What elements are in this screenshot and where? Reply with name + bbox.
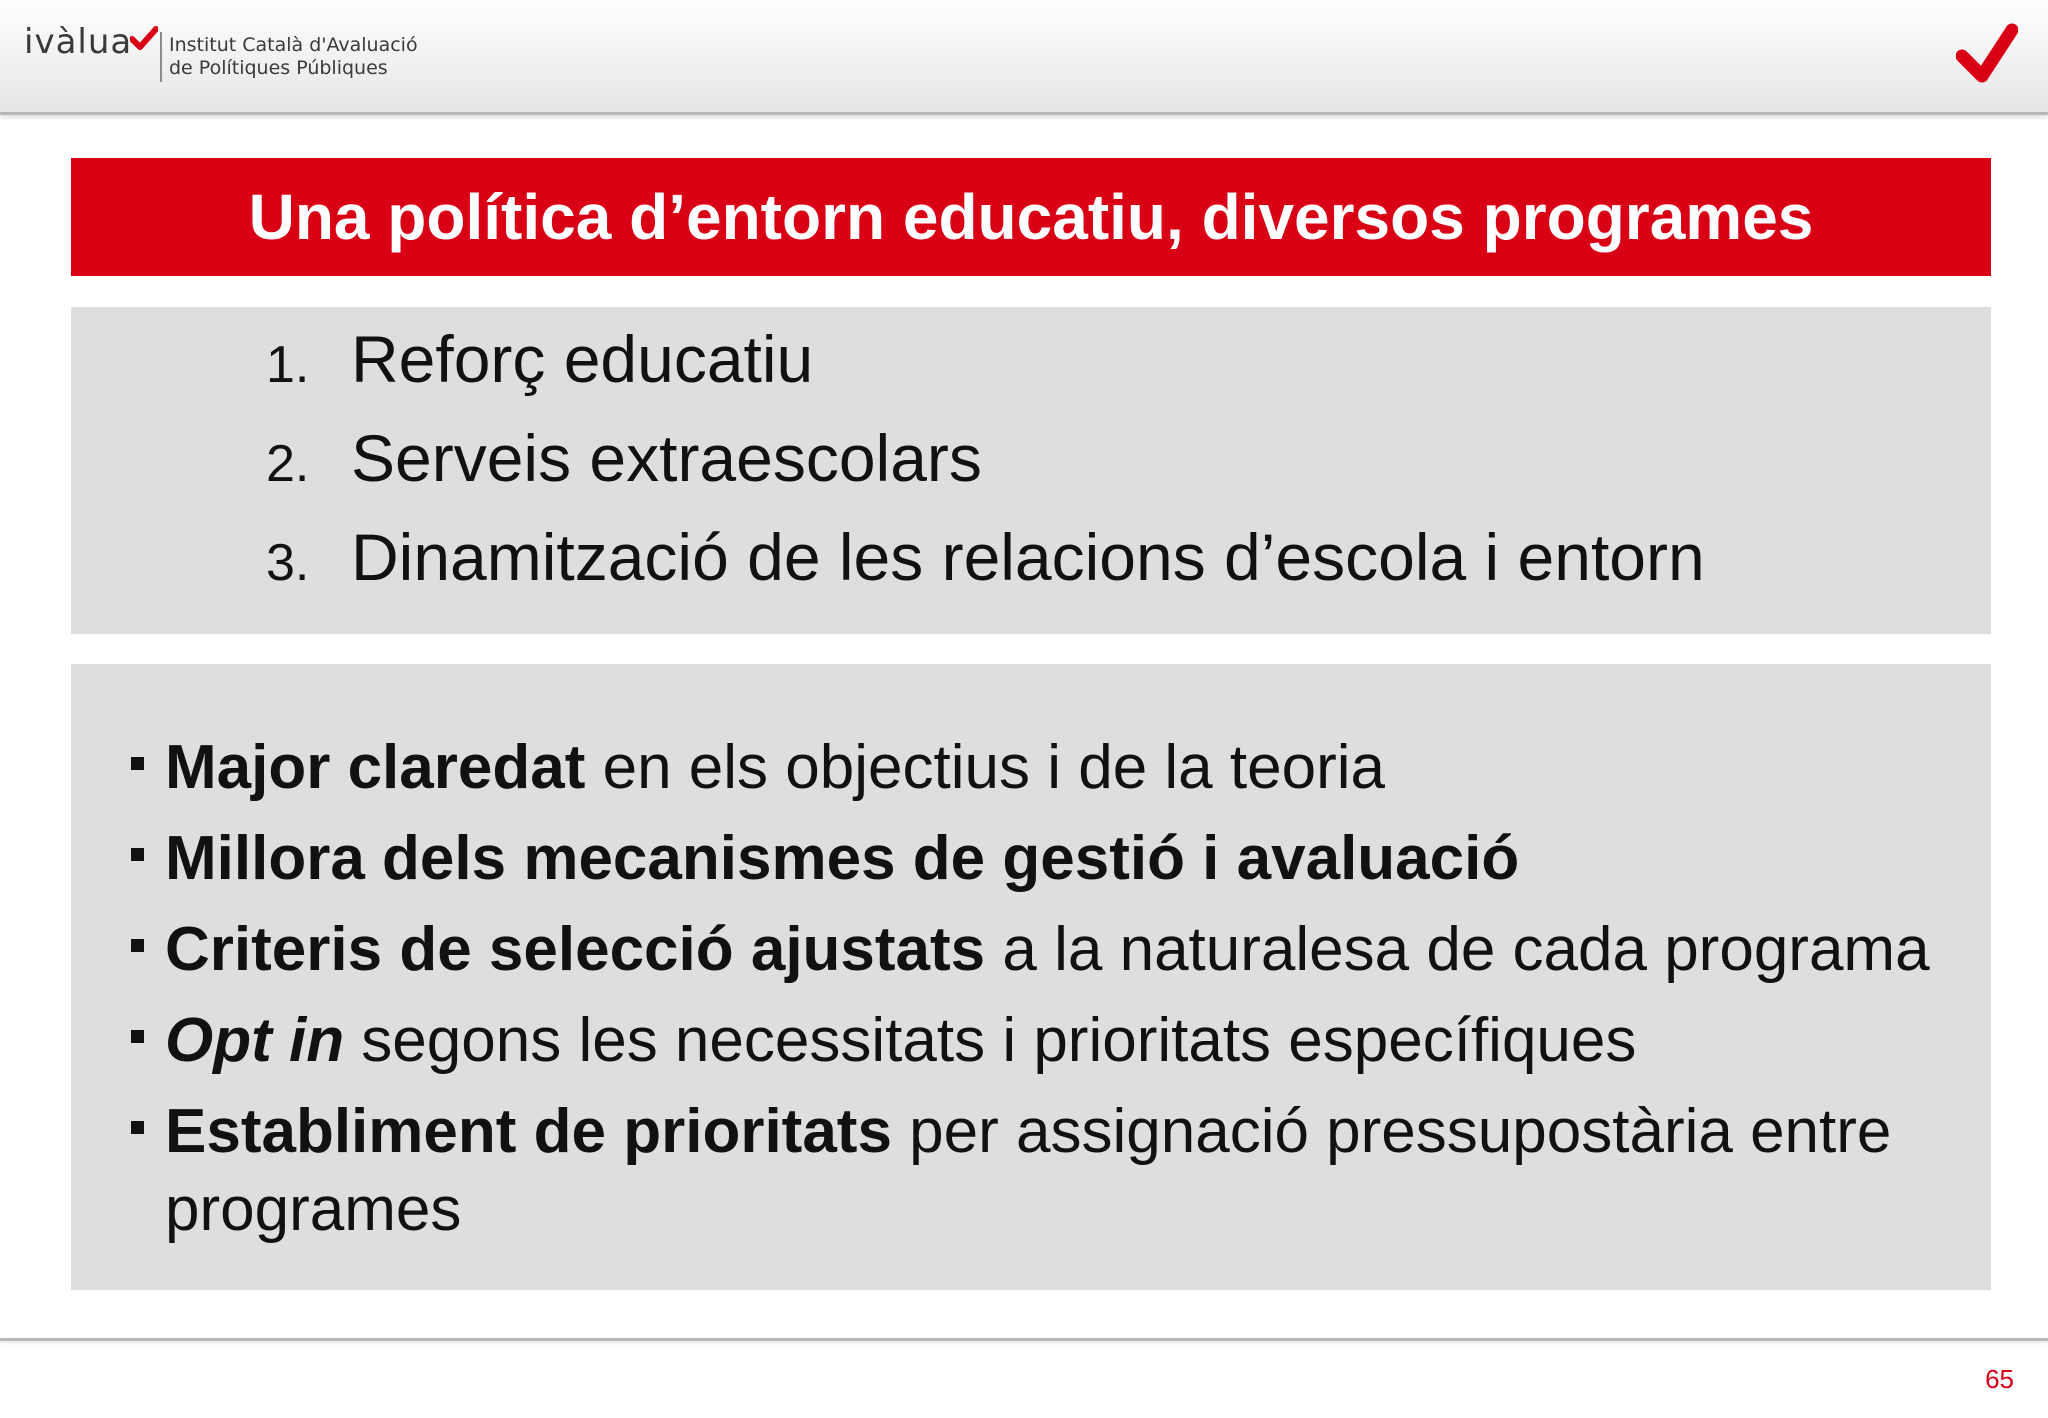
footer-divider [0,1338,2048,1341]
logo-wordmark: ivàlua [24,22,133,62]
program-item [266,321,813,397]
red-check-icon [1956,20,2018,86]
logo-subtitle-line1: Institut Català d'Avaluació [169,34,418,56]
finding-bold: Millora dels mecanismes de gestió i avaluació [165,824,1520,893]
programs-list [71,307,1991,634]
bullet-square-icon [131,1121,144,1134]
program-item [266,519,1705,595]
bullet-square-icon [131,1030,144,1043]
slide-title-bar [71,158,1991,276]
finding-rest: segons les necessitats i prioritats específiques [344,1006,1637,1075]
logo-check-icon [130,26,158,52]
bullet-square-icon [131,848,144,861]
findings-list [71,664,1991,1290]
program-number: 1. [266,336,310,394]
logo-subtitle-line2: de Polítiques Públiques [169,57,388,79]
finding-rest: en els objectius i de la teoria [585,733,1385,802]
bullet-square-icon [131,939,144,952]
finding-bold: Criteris de selecció ajustats [165,915,986,984]
logo-divider [160,32,162,82]
finding-rest: a la naturalesa de cada programa [985,915,1930,984]
finding-bold: Major claredat [165,733,586,802]
program-label: Serveis extraescolars [351,421,982,495]
program-label: Dinamització de les relacions d’escola i entorn [351,520,1705,594]
logo-subtitle [169,34,418,80]
program-number: 3. [266,534,310,592]
finding-italic-bold: Opt in [165,1006,345,1075]
finding-rest: per assignació pressupostària entre programes [165,1097,1892,1244]
slide-header [0,0,2048,115]
program-number: 2. [266,435,310,493]
bullet-square-icon [131,757,144,770]
slide-title: Una política d’entorn educatiu, diversos programes [248,181,1814,253]
page-number: 65 [1985,1364,2014,1394]
finding-bold: Establiment de prioritats [165,1097,892,1166]
program-label: Reforç educatiu [351,322,814,396]
program-item [266,420,982,496]
